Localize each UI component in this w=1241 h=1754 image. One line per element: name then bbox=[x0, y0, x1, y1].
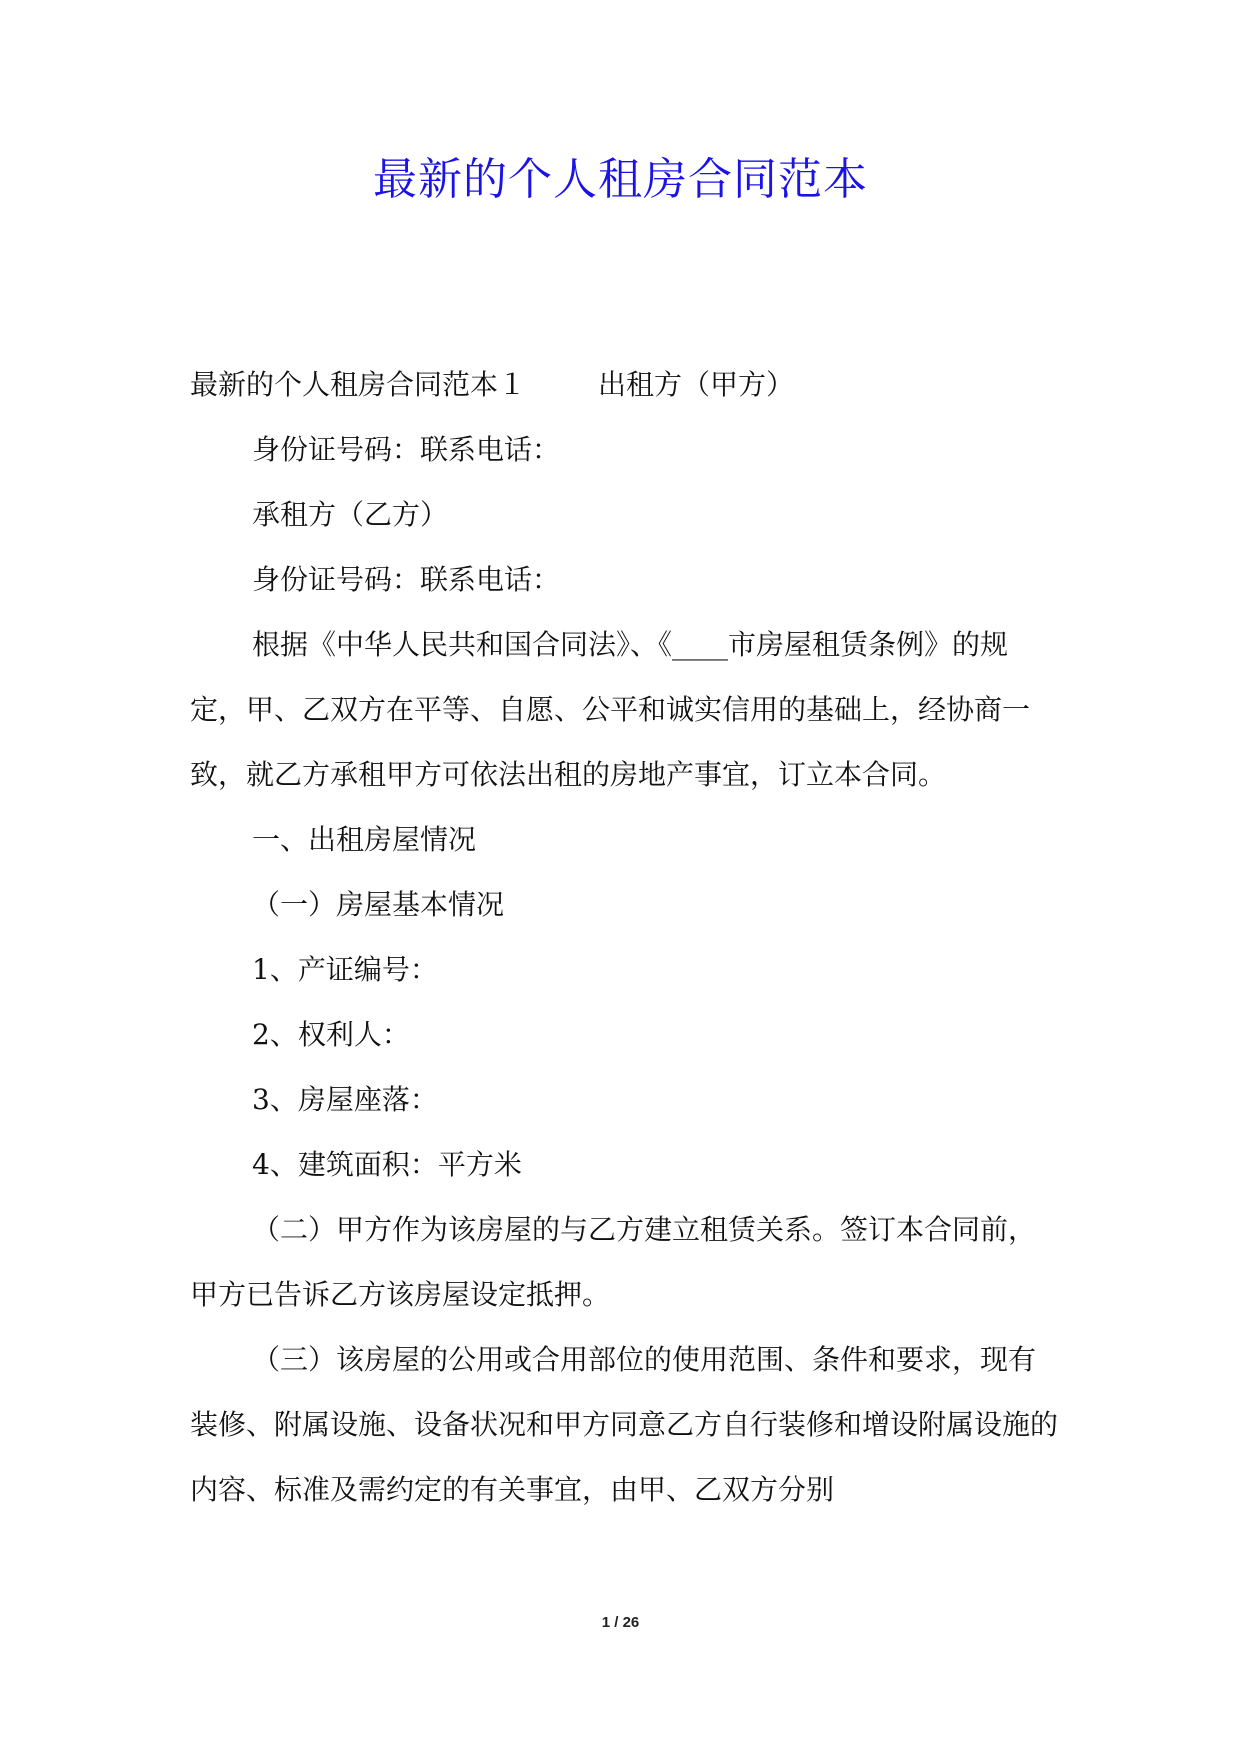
document-title: 最新的个人租房合同范本 bbox=[373, 154, 868, 205]
list-item: 1、产证编号： bbox=[252, 953, 438, 986]
section-heading: 一、出租房屋情况 bbox=[252, 823, 477, 856]
document-body bbox=[190, 352, 1060, 1522]
subsection-heading: （一）房屋基本情况 bbox=[252, 888, 505, 921]
opening-line bbox=[190, 352, 1060, 417]
paragraph: （三）该房屋的公用或合用部位的使用范围、条件和要求，现有装修、附属设施、设备状况和甲方同意乙方自行装修和增设附属设施的内容、标准及需约定的有关事宜，由甲、乙双方分别 bbox=[190, 1343, 1059, 1506]
paragraph: 承租方（乙方） bbox=[252, 498, 449, 531]
paragraph: 身份证号码：联系电话： bbox=[252, 563, 561, 596]
paragraph: （二）甲方作为该房屋的与乙方建立租赁关系。签订本合同前，甲方已告诉乙方该房屋设定抵押。 bbox=[190, 1213, 1037, 1311]
page-number: 1 / 26 bbox=[601, 1614, 640, 1631]
paragraph: 身份证号码：联系电话： bbox=[252, 433, 561, 466]
contract-heading-text: 最新的个人租房合同范本１ bbox=[190, 368, 527, 401]
list-item: 3、房屋座落： bbox=[252, 1083, 438, 1116]
lessor-label: 出租方（甲方） bbox=[598, 368, 795, 401]
paragraph: 根据《中华人民共和国合同法》、《____市房屋租赁条例》的规定，甲、乙双方在平等、自愿、公平和诚实信用的基础上，经协商一致，就乙方承租甲方可依法出租的房地产事宜，订立本合同。 bbox=[190, 628, 1031, 791]
list-item: 2、权利人： bbox=[252, 1018, 410, 1051]
list-item: 4、建筑面积：平方米 bbox=[252, 1148, 522, 1181]
